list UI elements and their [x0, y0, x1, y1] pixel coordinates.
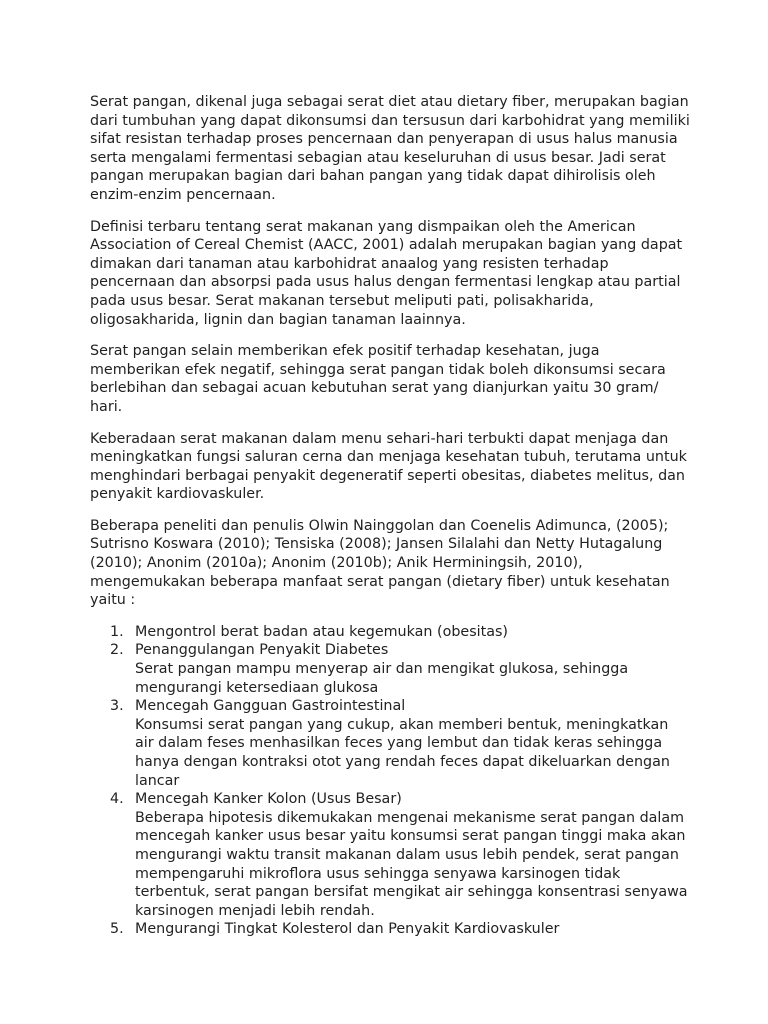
list-item-number: 1. — [110, 623, 124, 640]
list-item-title: Mengontrol berat badan atau kegemukan (obesitas) — [135, 623, 509, 640]
paragraph-researchers: Beberapa peneliti dan penulis Olwin Nainggolan dan Coenelis Adimunca, (2005); Sutrisno Koswara (2010); Tensiska (2008); Jansen Silalahi dan Netty Hutagalung (2010); Anonim (2010a); Anonim (2010b); Anik Herminingsih, 2010), mengemukakan beberapa manfaat serat pangan (dietary fiber) untuk kesehatan yaitu : — [90, 517, 670, 609]
list-item — [90, 697, 690, 790]
list-item-number: 2. — [110, 642, 124, 659]
paragraph-benefits-overview: Keberadaan serat makanan dalam menu sehari-hari terbukti dapat menjaga dan meningkatkan fungsi saluran cerna dan menjaga kesehatan tubuh, terutama untuk menghindari berbagai penyakit degeneratif seperti obesitas, diabetes melitus, dan penyakit kardiovaskuler. — [90, 430, 687, 503]
list-item-number: 3. — [110, 698, 124, 715]
paragraph-effects: Serat pangan selain memberikan efek positif terhadap kesehatan, juga memberikan efek negatif, sehingga serat pangan tidak boleh dikonsumsi secara berlebihan dan sebagai acuan kebutuhan serat yang dianjurkan yaitu 30 gram/ hari. — [90, 343, 666, 415]
list-item-description: Beberapa hipotesis dikemukakan mengenai mekanisme serat pangan dalam mencegah kanker usus besar yaitu konsumsi serat pangan tinggi maka akan mengurangi waktu transit makanan dalam usus lebih pendek, serat pangan mempengaruhi mikroflora usus sehingga senyawa karsinogen tidak terbentuk, serat pangan bersifat mengikat air sehingga konsentrasi senyawa karsinogen menjadi lebih rendah. — [135, 809, 688, 919]
list-item — [90, 790, 690, 920]
list-item-title: Penanggulangan Penyakit Diabetes — [135, 642, 389, 659]
paragraph-definition: Definisi terbaru tentang serat makanan yang dismpaikan oleh the American Association of Cereal Chemist (AACC, 2001) adalah merupakan bagian yang dapat dimakan dari tanaman atau karbohidrat anaalog yang resisten terhadap pencernaan dan absorpsi pada usus halus dengan fermentasi lengkap atau partial pada usus besar. Serat makanan tersebut meliputi pati, polisakharida, oligosakharida, lignin dan bagian tanaman laainnya. — [90, 218, 683, 328]
list-item-title: Mencegah Kanker Kolon (Usus Besar) — [135, 791, 402, 808]
list-item — [90, 920, 690, 939]
list-item-number: 4. — [110, 791, 124, 808]
list-item-number: 5. — [110, 921, 124, 938]
list-item-title: Mencegah Gangguan Gastrointestinal — [135, 698, 406, 715]
benefits-list — [90, 623, 690, 939]
document-page — [90, 93, 690, 939]
paragraph-intro: Serat pangan, dikenal juga sebagai serat diet atau dietary fiber, merupakan bagian dari tumbuhan yang dapat dikonsumsi dan tersusun dari karbohidrat yang memiliki sifat resistan terhadap proses pencernaan dan penyerapan di usus halus manusia serta mengalami fermentasi sebagian atau keseluruhan di usus besar. Jadi serat pangan merupakan bagian dari bahan pangan yang tidak dapat dihirolisis oleh enzim-enzim pencernaan. — [90, 94, 690, 203]
list-item — [90, 641, 690, 697]
list-item-description: Serat pangan mampu menyerap air dan mengikat glukosa, sehingga mengurangi ketersediaan glukosa — [135, 661, 629, 696]
list-item-description: Konsumsi serat pangan yang cukup, akan memberi bentuk, meningkatkan air dalam feses menhasilkan feces yang lembut dan tidak keras sehingga hanya dengan kontraksi otot yang rendah feces dapat dikeluarkan dengan lancar — [135, 716, 670, 789]
list-item-title: Mengurangi Tingkat Kolesterol dan Penyakit Kardiovaskuler — [135, 921, 560, 938]
list-item — [90, 623, 690, 642]
